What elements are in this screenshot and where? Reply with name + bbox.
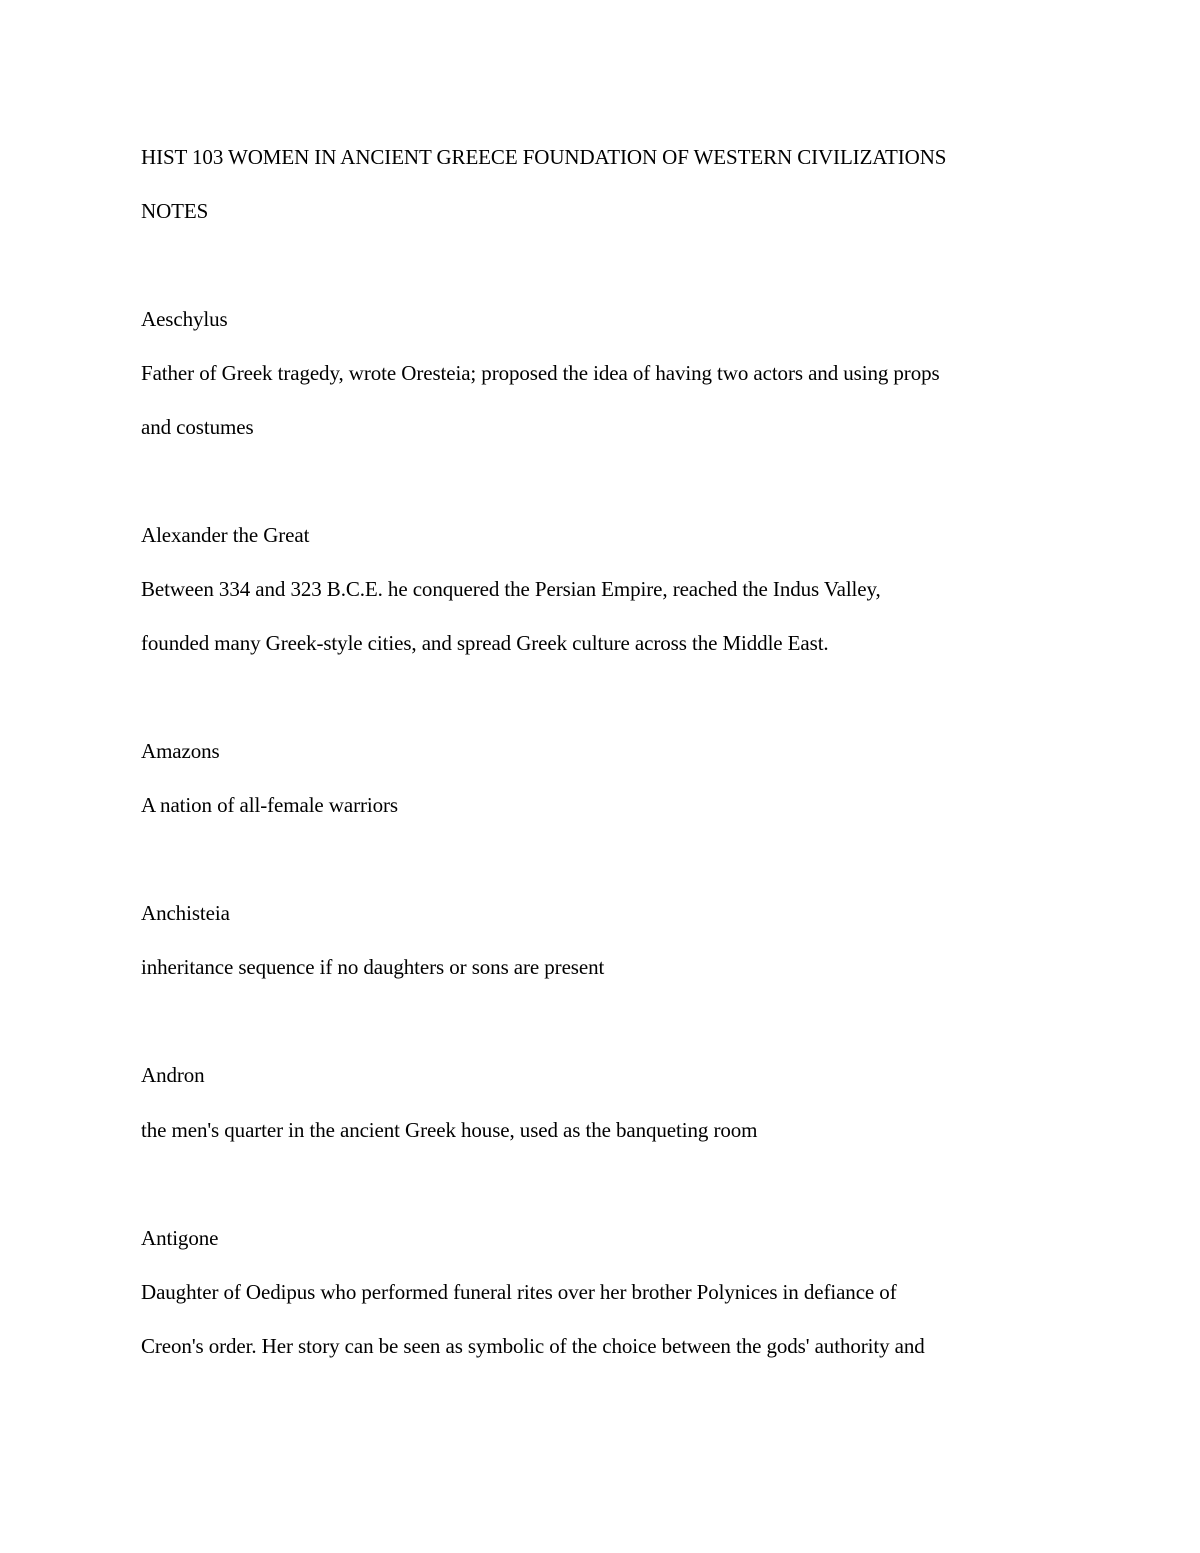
definition-alexander-the-great: Between 334 and 323 B.C.E. he conquered the Persian Empire, reached the Indus Valley, [141,577,881,601]
term-aeschylus: Aeschylus [141,307,228,331]
document-title-continued: NOTES [141,199,209,223]
term-andron: Andron [141,1063,205,1087]
definition-aeschylus-continued: and costumes [141,415,254,439]
document-title: HIST 103 WOMEN IN ANCIENT GREECE FOUNDATION OF WESTERN CIVILIZATIONS [141,145,947,169]
term-anchisteia: Anchisteia [141,901,230,925]
definition-alexander-the-great-continued: founded many Greek-style cities, and spread Greek culture across the Middle East. [141,631,829,655]
definition-amazons: A nation of all-female warriors [141,793,398,817]
definition-aeschylus: Father of Greek tragedy, wrote Oresteia; proposed the idea of having two actors and using props [141,361,940,385]
definition-andron: the men's quarter in the ancient Greek house, used as the banqueting room [141,1118,758,1142]
definition-anchisteia: inheritance sequence if no daughters or sons are present [141,955,605,979]
definition-antigone: Daughter of Oedipus who performed funeral rites over her brother Polynices in defiance of [141,1280,897,1304]
definition-antigone-continued: Creon's order. Her story can be seen as symbolic of the choice between the gods' authority and [141,1334,925,1358]
term-alexander-the-great: Alexander the Great [141,523,310,547]
term-amazons: Amazons [141,739,220,763]
term-antigone: Antigone [141,1226,219,1250]
